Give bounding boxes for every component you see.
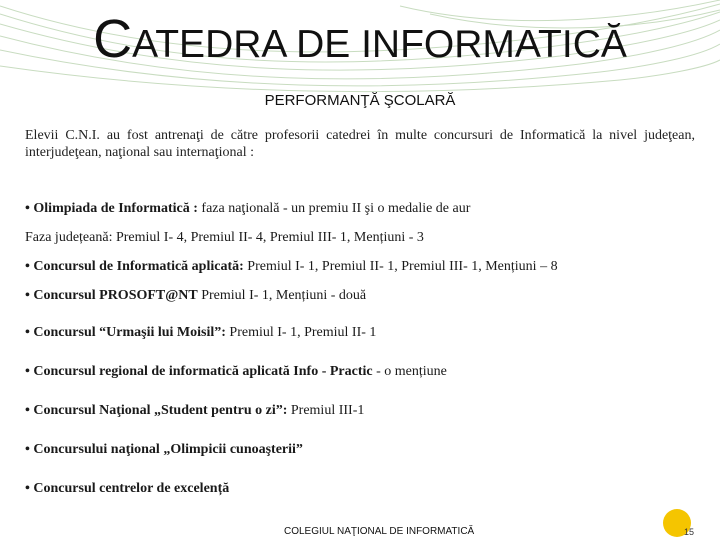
title-initial: C — [93, 9, 133, 69]
slide-subtitle: PERFORMANŢĂ ŞCOLARĂ — [264, 92, 456, 109]
item-bold: • Olimpiada de Informatică : — [25, 201, 198, 216]
page-number: 15 — [684, 527, 695, 537]
list-item — [25, 481, 705, 497]
list-item — [25, 442, 705, 458]
item-bold: • Concursului naţional „Olimpicii cunoaşterii” — [25, 442, 303, 457]
list-item — [25, 403, 705, 419]
item-bold: • Concursul “Urmaşii lui Moisil”: — [25, 325, 226, 340]
item-text: Premiul I- 1, Premiul II- 1, Premiul III- 1, Mențiuni – 8 — [243, 259, 558, 274]
item-bold: • Concursul regional de informatică aplicată Info - Practic — [25, 364, 373, 379]
item-text: Premiul I- 1, Premiul II- 1 — [225, 325, 377, 340]
list-item — [25, 288, 705, 304]
item-text: faza naţională - un premiu II şi o medalie de aur — [197, 201, 471, 216]
slide-title — [0, 8, 720, 70]
list-item — [25, 259, 705, 275]
title-rest: ATEDRA DE INFORMATICĂ — [132, 23, 627, 66]
list-item — [25, 201, 705, 217]
item-bold: • Concursul Naţional „Student pentru o zi”: — [25, 403, 288, 418]
footer-text: COLEGIUL NAŢIONAL DE INFORMATICĂ — [284, 526, 475, 537]
item-bold: • Concursul de Informatică aplicată: — [25, 259, 244, 274]
item-text: Premiul III-1 — [287, 403, 365, 418]
item-text: Premiul I- 1, Mențiuni - două — [197, 288, 367, 303]
item-bold: • Concursul centrelor de excelență — [25, 481, 230, 496]
list-item — [25, 230, 705, 246]
list-item — [25, 364, 705, 380]
item-bold: • Concursul PROSOFT@NT — [25, 288, 198, 303]
list-item — [25, 325, 705, 341]
item-text: - o mențiune — [372, 364, 447, 379]
intro-paragraph: Elevii C.N.I. au fost antrenaţi de către profesorii catedrei în multe concursuri de Informatică la nivel judeţean, interjudeţean, naţional sau internaţional : — [25, 128, 695, 160]
item-text: Faza județeană: Premiul I- 4, Premiul II- 4, Premiul III- 1, Mențiuni - 3 — [25, 230, 424, 245]
